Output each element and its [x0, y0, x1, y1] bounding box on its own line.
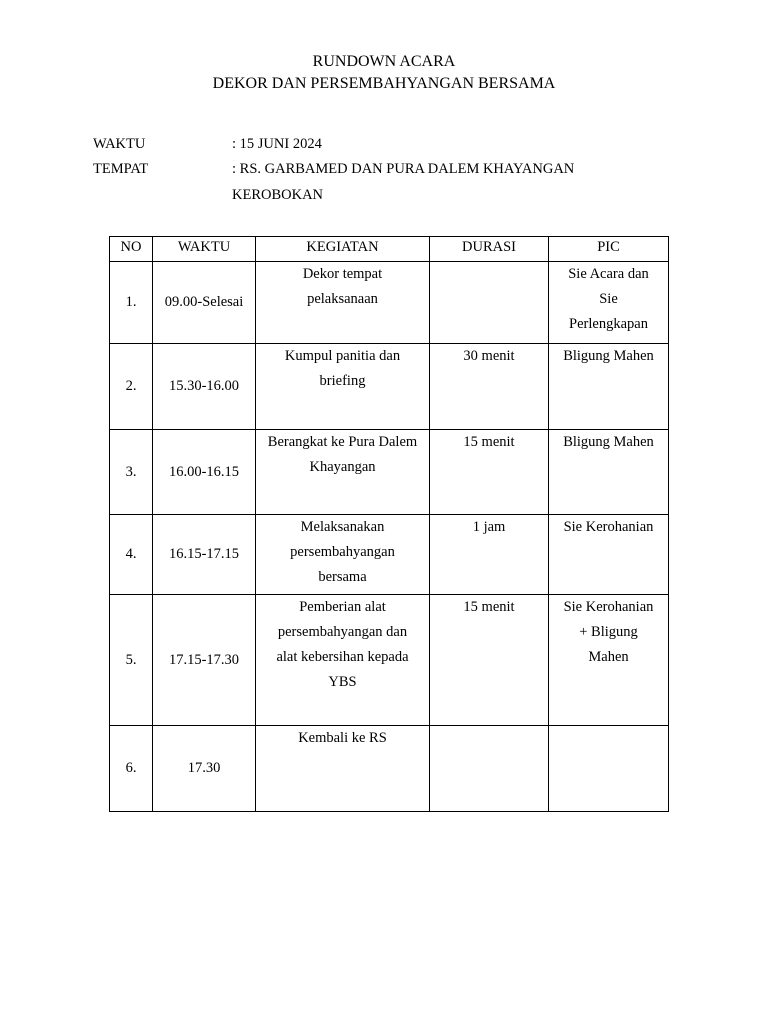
table-row	[110, 430, 669, 515]
cell-no: 5.	[110, 595, 153, 726]
waktu-label: WAKTU	[93, 136, 146, 152]
cell-no: 4.	[110, 515, 153, 595]
cell-kegiatan: Berangkat ke Pura Dalem Khayangan	[256, 430, 430, 515]
header-no: NO	[110, 237, 153, 262]
tempat-label: TEMPAT	[93, 161, 149, 177]
table-row	[110, 262, 669, 344]
cell-durasi: 15 menit	[430, 430, 549, 515]
table-row	[110, 595, 669, 726]
cell-kegiatan: Kumpul panitia dan briefing	[256, 344, 430, 430]
cell-no: 3.	[110, 430, 153, 515]
cell-waktu: 15.30-16.00	[153, 344, 256, 430]
cell-waktu: 16.00-16.15	[153, 430, 256, 515]
cell-no: 2.	[110, 344, 153, 430]
cell-kegiatan: Melaksanakan persembahyangan bersama	[256, 515, 430, 595]
header-durasi: DURASI	[430, 237, 549, 262]
cell-pic: Sie Kerohanian	[549, 515, 669, 595]
document-subtitle: DEKOR DAN PERSEMBAHYANGAN BERSAMA	[212, 75, 556, 92]
rundown-table	[109, 236, 669, 812]
cell-kegiatan: Pemberian alat persembahyangan dan alat kebersihan kepada YBS	[256, 595, 430, 726]
cell-pic: Bligung Mahen	[549, 344, 669, 430]
cell-durasi: 1 jam	[430, 515, 549, 595]
waktu-value: : 15 JUNI 2024	[232, 136, 322, 152]
table-row	[110, 726, 669, 812]
cell-waktu: 17.30	[153, 726, 256, 812]
cell-durasi	[430, 726, 549, 812]
cell-no: 1.	[110, 262, 153, 344]
table-row	[110, 515, 669, 595]
header-waktu: WAKTU	[153, 237, 256, 262]
cell-waktu: 16.15-17.15	[153, 515, 256, 595]
cell-pic	[549, 726, 669, 812]
tempat-value-cont: KEROBOKAN	[232, 187, 324, 203]
cell-pic: Sie Acara dan Sie Perlengkapan	[549, 262, 669, 344]
cell-no: 6.	[110, 726, 153, 812]
table-row	[110, 344, 669, 430]
cell-durasi: 15 menit	[430, 595, 549, 726]
cell-pic: Sie Kerohanian + Bligung Mahen	[549, 595, 669, 726]
cell-waktu: 17.15-17.30	[153, 595, 256, 726]
cell-kegiatan: Dekor tempat pelaksanaan	[256, 262, 430, 344]
tempat-value: : RS. GARBAMED DAN PURA DALEM KHAYANGAN	[232, 161, 575, 177]
cell-waktu: 09.00-Selesai	[153, 262, 256, 344]
cell-durasi: 30 menit	[430, 344, 549, 430]
header-pic: PIC	[549, 237, 669, 262]
cell-durasi	[430, 262, 549, 344]
cell-kegiatan: Kembali ke RS	[256, 726, 430, 812]
cell-pic: Bligung Mahen	[549, 430, 669, 515]
header-kegiatan: KEGIATAN	[256, 237, 430, 262]
table-header-row	[110, 237, 669, 262]
document-title: RUNDOWN ACARA	[312, 53, 456, 70]
